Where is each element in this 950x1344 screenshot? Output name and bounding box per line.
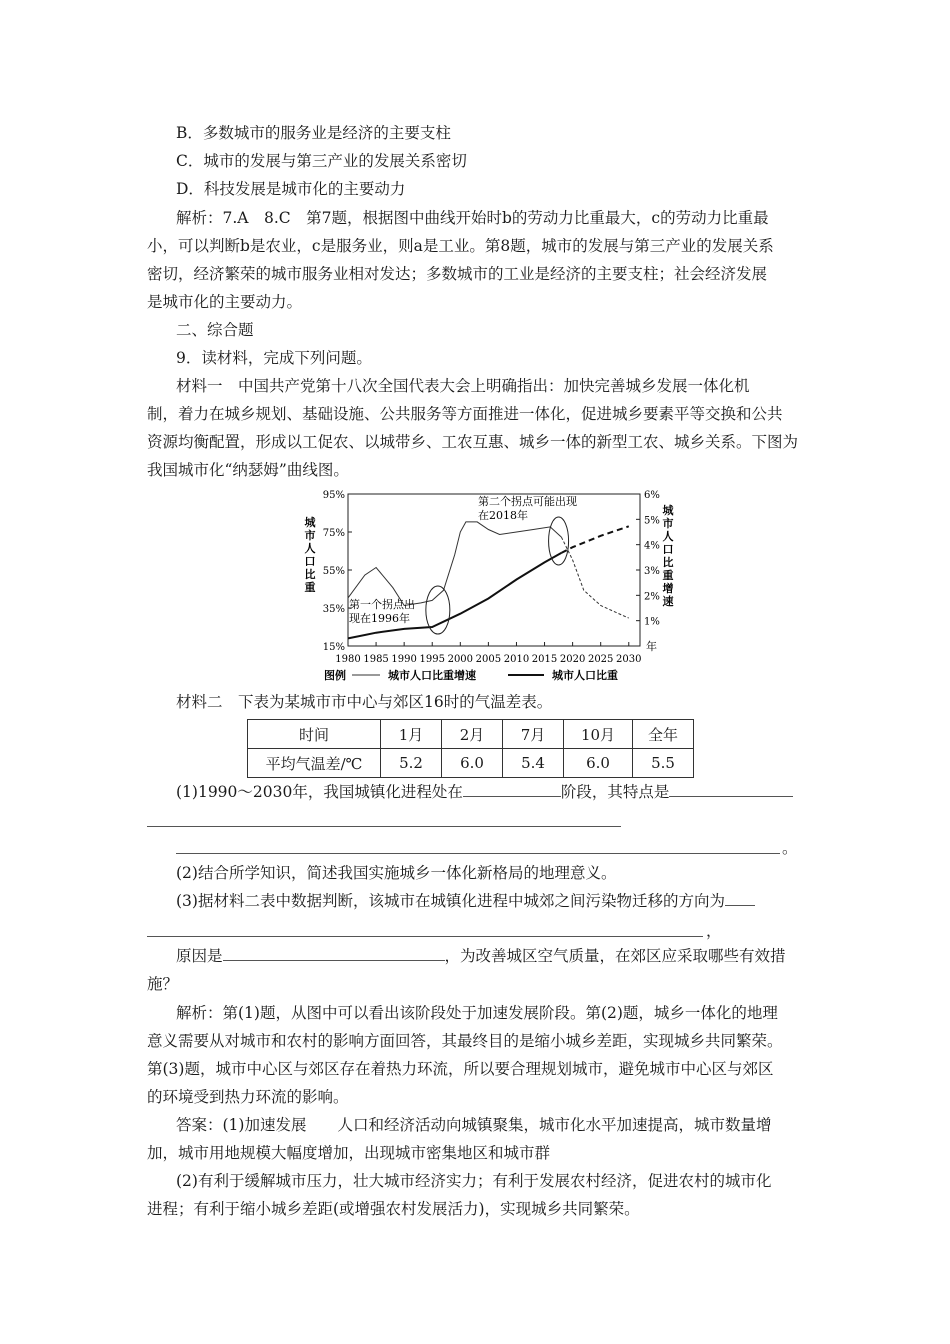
option-c: C．城市的发展与第三产业的发展关系密切 bbox=[176, 152, 467, 170]
question-3-reason bbox=[176, 946, 786, 966]
analysis-line: 第(3)题，城市中心区与郊区存在着热力环流，所以要合理规划城市，避免城市中心区与郊区 bbox=[147, 1060, 774, 1078]
annotation-1: 现在1996年 bbox=[349, 612, 410, 625]
answer-blank bbox=[176, 853, 780, 854]
turning-point-2-circle bbox=[549, 517, 569, 565]
legend-title: 图例 bbox=[324, 669, 346, 682]
left-tick-label: 35% bbox=[322, 604, 345, 615]
temperature-table bbox=[247, 719, 694, 778]
left-tick-label: 75% bbox=[322, 528, 345, 539]
answer-blank bbox=[223, 946, 445, 961]
x-tick-label: 1980 bbox=[335, 654, 361, 665]
table-header: 10月 bbox=[564, 720, 633, 749]
answer-blank bbox=[147, 826, 621, 827]
x-tick-label: 2020 bbox=[559, 654, 586, 665]
analysis-line: 密切，经济繁荣的城市服务业相对发达；多数城市的工业是经济的主要支柱；社会经济发展 bbox=[147, 265, 768, 283]
answer-line: 答案：(1)加速发展 人口和经济活动向城镇聚集，城市化水平加速提高，城市数量增 bbox=[176, 1116, 772, 1134]
option-b: B．多数城市的服务业是经济的主要支柱 bbox=[176, 124, 451, 142]
x-tick-label: 2000 bbox=[447, 654, 474, 665]
question-intro: 9．读材料，完成下列问题。 bbox=[176, 349, 372, 367]
question-3-text: (3)据材料二表中数据判断，该城市在城镇化进程中城郊之间污染物迁移的方向为 bbox=[176, 892, 725, 910]
question-1 bbox=[176, 782, 793, 802]
urban-share-line bbox=[348, 553, 561, 639]
section-title: 二、综合题 bbox=[176, 321, 254, 339]
option-d: D．科技发展是城市化的主要动力 bbox=[176, 180, 406, 198]
answer-line: 进程；有利于缩小城乡差距(或增强农村发展活力)，实现城乡共同繁荣。 bbox=[147, 1200, 640, 1218]
material-line: 资源均衡配置，形成以工促农、以城带乡、工农互惠、城乡一体的新型工农、城乡关系。下图为 bbox=[147, 433, 799, 451]
table-cell: 平均气温差/℃ bbox=[248, 749, 381, 778]
right-tick-label: 1% bbox=[644, 616, 660, 628]
question-3 bbox=[176, 891, 755, 911]
answer-blank bbox=[463, 782, 561, 797]
right-tick-label: 3% bbox=[644, 566, 660, 577]
analysis-line: 小，可以判断b是农业，c是服务业，则a是工业。第8题，城市的发展与第三产业的发展关系 bbox=[147, 237, 774, 255]
question-3-text: 原因是 bbox=[176, 947, 223, 965]
x-tick-label: 2015 bbox=[531, 654, 558, 665]
table-cell: 5.5 bbox=[633, 749, 694, 778]
analysis-line: 解析：7.A 8.C 第7题，根据图中曲线开始时b的劳动力比重最大，c的劳动力比重最 bbox=[176, 209, 769, 227]
question-2: (2)结合所学知识，简述我国实施城乡一体化新格局的地理意义。 bbox=[176, 864, 617, 882]
question-1-end: 。 bbox=[782, 839, 798, 857]
left-tick-label: 15% bbox=[322, 642, 345, 653]
left-axis-label: 城市人口比重 bbox=[304, 516, 316, 594]
right-axis-label: 城市人口比重增速 bbox=[662, 504, 674, 608]
answer-blank bbox=[147, 936, 703, 937]
analysis-line: 解析：第(1)题，从图中可以看出该阶段处于加速发展阶段。第(2)题，城乡一体化的地理 bbox=[176, 1004, 778, 1022]
annotation-2: 在2018年 bbox=[478, 509, 528, 522]
question-3-comma: ， bbox=[706, 922, 722, 940]
annotation-1: 第一个拐点出 bbox=[349, 598, 415, 611]
x-tick-label: 1995 bbox=[419, 654, 445, 665]
table-header-row bbox=[248, 720, 694, 749]
table-header: 全年 bbox=[633, 720, 694, 749]
analysis-line: 的环境受到热力环流的影响。 bbox=[147, 1088, 349, 1106]
turning-point-1-circle bbox=[426, 586, 450, 634]
table-header: 2月 bbox=[442, 720, 503, 749]
table-cell: 5.2 bbox=[381, 749, 442, 778]
chart-marks bbox=[348, 517, 629, 675]
right-tick-label: 4% bbox=[644, 540, 660, 552]
right-tick-label: 6% bbox=[644, 490, 660, 501]
answer-line: 加，城市用地规模大幅度增加，出现城市密集地区和城市群 bbox=[147, 1144, 551, 1162]
analysis-line: 是城市化的主要动力。 bbox=[147, 293, 303, 311]
legend-growth-label: 城市人口比重增速 bbox=[388, 669, 476, 682]
answer-line: (2)有利于缓解城市压力，壮大城市经济实力；有利于发展农村经济，促进农村的城市化 bbox=[176, 1172, 772, 1190]
table-header: 时间 bbox=[248, 720, 381, 749]
left-tick-label: 55% bbox=[322, 566, 345, 577]
right-tick-label: 5% bbox=[644, 515, 660, 527]
question-1-text: (1)1990～2030年，我国城镇化进程处在 bbox=[176, 783, 463, 801]
x-tick-label: 2025 bbox=[587, 654, 614, 665]
legend-share-label: 城市人口比重 bbox=[552, 669, 618, 682]
question-3-end: 施？ bbox=[147, 975, 179, 993]
urbanization-chart bbox=[300, 484, 674, 684]
material-line: 我国城市化“纳瑟姆”曲线图。 bbox=[147, 461, 349, 479]
x-tick-label: 2010 bbox=[503, 654, 530, 665]
material-line: 材料一 中国共产党第十八次全国代表大会上明确指出：加快完善城乡发展一体化机 bbox=[176, 377, 750, 395]
right-tick-label: 2% bbox=[644, 591, 660, 603]
urban-share-projected-line bbox=[561, 526, 628, 553]
table-row bbox=[248, 749, 694, 778]
answer-blank bbox=[725, 891, 755, 906]
chart-labels bbox=[305, 490, 675, 682]
x-tick-label: 1990 bbox=[391, 654, 417, 665]
question-1-text: 阶段，其特点是 bbox=[560, 783, 670, 801]
material-line: 制，着力在城乡规划、基础设施、公共服务等方面推进一体化，促进城乡要素平等交换和公共 bbox=[147, 405, 783, 423]
x-tick-label: 2030 bbox=[616, 654, 642, 665]
answer-blank bbox=[669, 782, 793, 797]
x-tick-label: 2005 bbox=[475, 654, 502, 665]
table-header: 7月 bbox=[503, 720, 564, 749]
x-tick-label: 1985 bbox=[363, 654, 389, 665]
material-2: 材料二 下表为某城市市中心与郊区16时的气温差表。 bbox=[176, 693, 553, 711]
x-axis-unit: 年 bbox=[646, 640, 657, 653]
table-cell: 5.4 bbox=[503, 749, 564, 778]
growth-rate-line bbox=[348, 522, 561, 606]
left-tick-label: 95% bbox=[322, 490, 345, 501]
question-3-text: ，为改善城区空气质量，在郊区应采取哪些有效措 bbox=[444, 947, 786, 965]
growth-rate-projected-line bbox=[561, 537, 628, 618]
table-cell: 6.0 bbox=[564, 749, 633, 778]
table-cell: 6.0 bbox=[442, 749, 503, 778]
table-header: 1月 bbox=[381, 720, 442, 749]
analysis-line: 意义需要从对城市和农村的影响方面回答，其最终目的是缩小城乡差距，实现城乡共同繁荣。 bbox=[147, 1032, 783, 1050]
annotation-2: 第二个拐点可能出现 bbox=[478, 495, 577, 508]
